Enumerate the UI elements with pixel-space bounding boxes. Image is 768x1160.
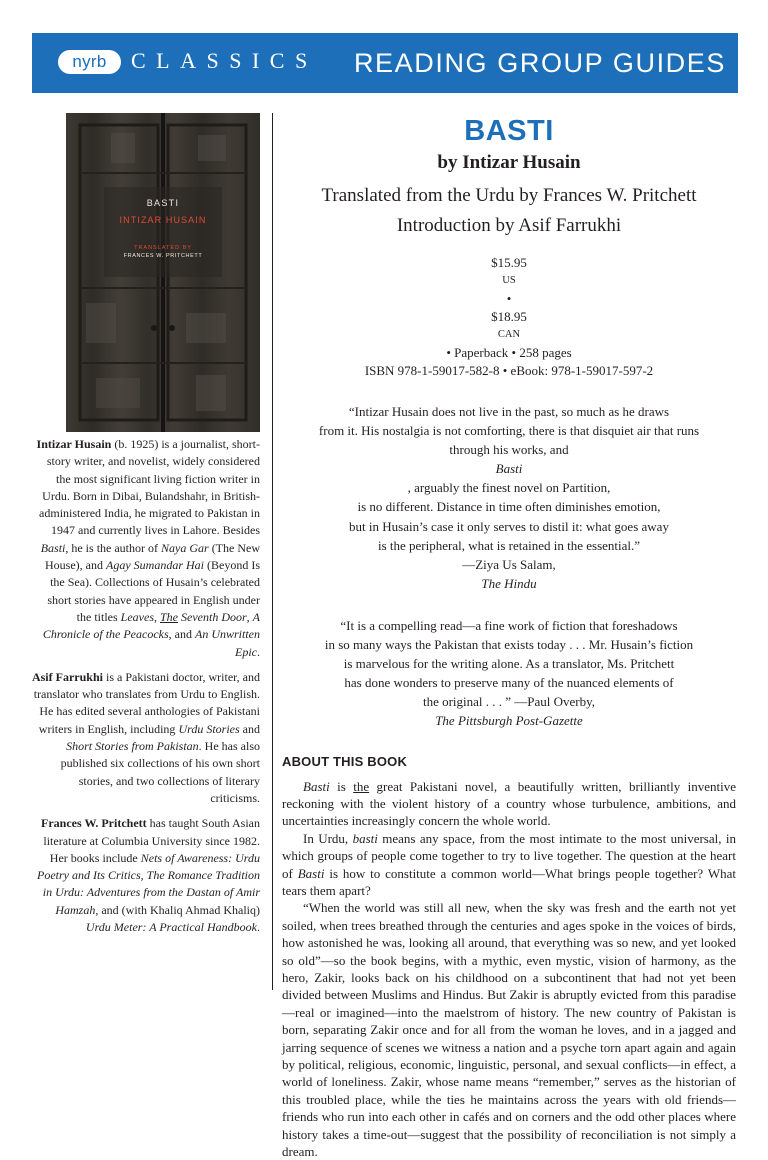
book-credits bbox=[282, 181, 736, 241]
about-body bbox=[282, 778, 736, 1160]
bio-frances-pritchett: Frances W. Pritchett has taught South Asian literature at Columbia University since 1982. Her books include Nets of Awareness: Urdu Poetry and Its Critics, The Romance Tradition in Urdu: Adventures from the Dastan of Amir Hamzah, and (with Khaliq Ahmad Khaliq) Urdu Meter: A Practical Handbook. bbox=[30, 815, 260, 936]
about-section-heading: ABOUT THIS BOOK bbox=[282, 753, 736, 771]
about-paragraph: Basti is the great Pakistani novel, a beautifully written, brilliantly inventive reckoning with the violent history of a country whose turbulence, ambitions, and uncertainties increasingly concern the whole world. bbox=[282, 778, 736, 830]
classics-wordmark: CLASSICS bbox=[131, 46, 318, 76]
cover-translated-by: TRANSLATED BY bbox=[66, 245, 260, 251]
review-quote-hindu: “Intizar Husain does not live in the past, so much as he draws from it. His nostalgia is not comforting, there is that disquiet air that runs through his works, and Basti , arguably the finest novel on Partition, is no different. Distance in time often diminishes emotion, but in Husain’s case it only serves to distil it: what goes away is the peripheral, what is retained in the essential.” —Ziya Us Salam, The Hindu bbox=[282, 402, 736, 593]
bio-asif-farrukhi: Asif Farrukhi is a Pakistani doctor, writer, and translator who translates from Urdu to English. He has edited several anthologies of Pakistani writers in English, including Urdu Stories and Short Stories from Pakistan. He has also published six collections of his own short stories, and two collections of literary criticisms. bbox=[30, 669, 260, 807]
about-paragraph: “When the world was still all new, when the sky was fresh and the earth not yet soiled, when trees breathed through the centuries and ages spoke in the voices of birds, how astonished he was, looking all around, that everything was so new, and yet looked so old”—so the book begins, with a mythic, even mystic, vision of harmony, as the hero, Zakir, looks back on his childhood on a subcontinent that had not yet been divided between Muslims and Hindus. But Zakir is abruptly evicted from this paradise—real or imagined—into the maelstrom of history. The new country of Pakistan is born, separating Zakir once and for all from the woman he loves, and in a jagged and jarring sequence of scenes we witness a nation and a psyche torn apart again and again by political, religious, economic, linguistic, personal, and sexual conflicts—in effect, a world of loneliness. Zakir, whose name means “remember,” serves as the historian of this troubled place, while the ties he maintains across the years with old friends—friends who run into each other in cafés and on corners and the odd other places where history takes a time-out—suggest that the possibility of reconciliation is not simply a dream. bbox=[282, 899, 736, 1160]
quote-attribution: —Ziya Us Salam, The Hindu bbox=[282, 555, 736, 593]
column-divider bbox=[272, 113, 273, 990]
translation-credit: Translated from the Urdu by Frances W. Pritchett bbox=[282, 181, 736, 211]
review-quote-pittsburgh: “It is a compelling read—a fine work of fiction that foreshadows in so many ways the Pakistan that exists today . . . Mr. Husain’s fiction is marvelous for the writing alone. As a translator, Ms. Pritchett has done wonders to preserve many of the nuanced elements of the original . . . ” —Paul Overby, The Pittsburgh Post-Gazette bbox=[282, 616, 736, 731]
cover-door-texture bbox=[66, 113, 260, 432]
nyrb-logo: nyrb bbox=[58, 50, 121, 74]
author-bios bbox=[30, 436, 260, 936]
quote-attribution: the original . . . ” —Paul Overby, The Pittsburgh Post-Gazette bbox=[282, 692, 736, 730]
book-byline: by Intizar Husain bbox=[282, 151, 736, 175]
about-paragraph: In Urdu, basti means any space, from the most intimate to the most universal, in which groups of people come together to try to live together. The question at the heart of Basti is how to constitute a common world—What brings people together? What tears them apart? bbox=[282, 830, 736, 900]
cover-author: INTIZAR HUSAIN bbox=[66, 215, 260, 225]
bio-intizar-husain: Intizar Husain (b. 1925) is a journalist, short-story writer, and novelist, widely considered the most significant living fiction writer in Urdu. Born in Dibai, Bulandshahr, in British-administered India, he migrated to Pakistan in 1947 and currently lives in Lahore. Besides Basti, he is the author of Naya Gar (The New House), and Agay Sumandar Hai (Beyond Is the Sea). Collections of Husain’s celebrated short stories have appeared in English under the titles Leaves, The Seventh Door, A Chronicle of the Peacocks, and An Unwritten Epic. bbox=[30, 436, 260, 661]
book-cover-image bbox=[66, 113, 260, 432]
cover-translator: FRANCES W. PRITCHETT bbox=[66, 253, 260, 259]
book-details bbox=[282, 113, 736, 1160]
introduction-credit: Introduction by Asif Farrukhi bbox=[282, 211, 736, 241]
book-title: BASTI bbox=[282, 113, 736, 147]
publication-info bbox=[282, 254, 736, 380]
reading-group-guides-title: READING GROUP GUIDES bbox=[354, 46, 726, 80]
cover-title: BASTI bbox=[66, 198, 260, 208]
isbn-line: ISBN 978-1-59017-582-8 • eBook: 978-1-59017-597-2 bbox=[282, 362, 736, 380]
price-line: $15.95 US • $18.95 CAN • Paperback • 258 pages bbox=[282, 254, 736, 362]
